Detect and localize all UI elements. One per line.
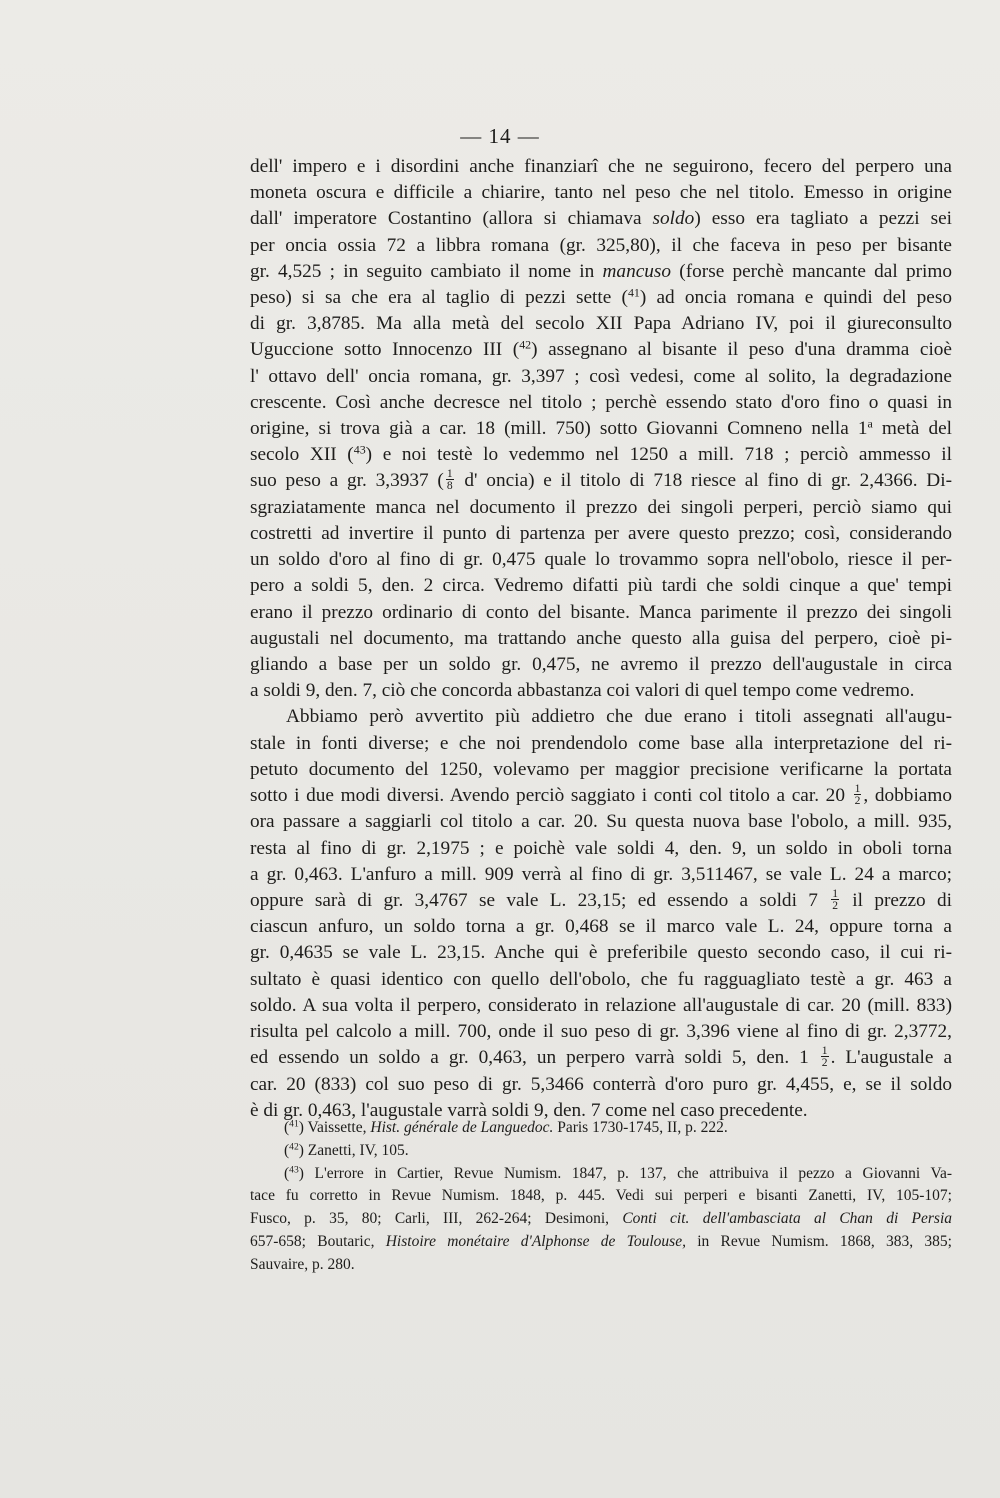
text-line: secolo XII ($^{43}$) e noi testè lo vedemmo nel 1250 a mill. 718 ; perciò ammesso il [250, 442, 952, 466]
text-line: per oncia ossia 72 a libbra romana (gr. 325,80), il che faceva in peso per bisante [250, 234, 952, 256]
footnote-line: tace fu corretto in Revue Numism. 1848, p. 445. Vedi sui perperi e bisanti Zanetti, IV, 105-107; [250, 1187, 952, 1205]
body-text [250, 154, 952, 1124]
fraction-one-half: $\frac{1}{2}$ [854, 781, 861, 807]
text-line: origine, si trova già a car. 18 (mill. 750) sotto Giovanni Comneno nella 1$^a$ metà del [250, 416, 952, 440]
page-number: — 14 — [460, 124, 540, 148]
text-line: crescente. Così anche decresce nel titolo ; perchè essendo stato d'oro fino o quasi in [250, 391, 952, 413]
text-line: dall' imperatore Costantino (allora si chiamava soldo) esso era tagliato a pezzi sei [250, 208, 952, 230]
text-line: augustali nel documento, ma trattando anche questo alla guisa del perpero, cioè pi- [250, 627, 952, 649]
footnote-ref: 43 [353, 442, 366, 457]
text-line: gliando a base per un soldo gr. 0,475, ne avremo il prezzo dell'augustale in circa [250, 653, 952, 675]
text-line: stale in fonti diverse; e che noi prendendolo come base alla interpretazione del ri- [250, 732, 952, 754]
text-line: gr. 0,4635 se vale L. 23,15. Anche qui è preferibile questo secondo caso, il cui ri- [250, 942, 952, 964]
text-line: un soldo d'oro al fino di gr. 0,475 quale lo trovammo sopra nell'obolo, riesce il per- [250, 549, 952, 571]
footnote-ref: 41 [627, 285, 640, 300]
footnote-line: Fusco, p. 35, 80; Carli, III, 262-264; Desimoni, Conti cit. dell'ambasciata al Chan di Persia [250, 1210, 953, 1228]
ordinal-superscript: a [867, 416, 873, 431]
text-line: l' ottavo dell' oncia romana, gr. 3,397 ; così vedesi, come al solito, la degradazione [250, 365, 952, 387]
footnote-42: ($^{42}$) Zanetti, IV, 105. [284, 1141, 409, 1159]
text-line: suo peso a gr. 3,3937 ( $\frac{1}{8}$ d' oncia) e il titolo di 718 riesce al fino di gr. 2,4366. Di- [250, 467, 952, 493]
text-line: resta al fino di gr. 2,1975 ; e poichè vale soldi 4, den. 9, un soldo in oboli torna [250, 837, 952, 859]
italic-term: mancuso [602, 260, 672, 282]
text-line: sotto i due modi diversi. Avendo perciò saggiato i conti col titolo a car. 20 $\frac{1}{2}$ , dobbiamo [250, 781, 953, 807]
text-line: erano il prezzo ordinario di conto del bisante. Manca parimente il prezzo dei singoli [250, 601, 952, 623]
text-line: è di gr. 0,463, l'augustale varrà soldi 9, den. 7 come nel caso precedente. [250, 1099, 808, 1121]
text-line: Abbiamo però avvertito più addietro che due erano i titoli assegnati all'augu- [286, 706, 952, 728]
italic-term: soldo [652, 208, 695, 230]
footnote-43: ($^{43}$) L'errore in Cartier, Revue Numism. 1847, p. 137, che attribuiva il pezzo a Giovanni Va- [284, 1164, 952, 1182]
footnote-41: ($^{41}$) Vaissette, Hist. générale de Languedoc. Paris 1730-1745, II, p. 222. [284, 1118, 728, 1136]
text-line: pero a soldi 5, den. 2 circa. Vedremo difatti più tardi che soldi cinque a que' tempi [250, 575, 952, 597]
text-line: sultato è quasi identico con quello dell'obolo, che fu ragguagliato testè a gr. 463 a [250, 968, 952, 990]
text-line: petuto documento del 1250, volevamo per maggior precisione verificarne la portata [250, 758, 952, 780]
text-line: Uguccione sotto Innocenzo III ($^{42}$) assegnano al bisante il peso d'una dramma cioè [250, 337, 952, 361]
text-line: soldo. A sua volta il perpero, considerato in relazione all'augustale di car. 20 (mill. 833) [250, 994, 952, 1016]
text-line: dell' impero e i disordini anche finanziarî che ne seguirono, fecero del perpero una [250, 156, 952, 177]
text-line: a gr. 0,463. L'anfuro a mill. 909 verrà al fino di gr. 3,511467, se vale L. 24 a marco; [250, 863, 952, 885]
text-line: a soldi 9, den. 7, ciò che concorda abbastanza coi valori di quel tempo come vedremo. [250, 680, 915, 702]
text-line: di gr. 3,8785. Ma alla metà del secolo XII Papa Adriano IV, poi il giureconsulto [250, 313, 952, 335]
footnotes [250, 1117, 952, 1277]
text-line: peso) si sa che era al taglio di pezzi sette ($^{41}$) ad oncia romana e quindi del peso [250, 285, 952, 309]
fraction-one-eighth: $\frac{1}{8}$ [446, 467, 453, 493]
text-line: ed essendo un soldo a gr. 0,463, un perpero varrà soldi 5, den. 1 $\frac{1}{2}$ . L'augustale a [250, 1044, 953, 1070]
text-line: moneta oscura e difficile a chiarire, tanto nel peso che nel titolo. Emesso in origine [250, 182, 952, 204]
text-line: gr. 4,525 ; in seguito cambiato il nome in mancuso (forse perchè mancante dal primo [250, 260, 953, 282]
fraction-one-half: $\frac{1}{2}$ [821, 1044, 828, 1070]
text-line: oppure sarà di gr. 3,4767 se vale L. 23,15; ed essendo a soldi 7 $\frac{1}{2}$ il prezzo di [250, 886, 952, 912]
text-line: sgraziatamente manca nel documento il prezzo dei singoli perperi, perciò siamo qui [250, 496, 952, 518]
text-line: car. 20 (833) col suo peso di gr. 5,3466 conterrà d'oro puro gr. 4,455, e, se il soldo [250, 1073, 952, 1095]
footnote-line: Sauvaire, p. 280. [250, 1255, 355, 1273]
text-line: ciascun anfuro, un soldo torna a gr. 0,468 se il marco vale L. 24, oppure torna a [250, 916, 952, 938]
text-line: risulta pel calcolo a mill. 700, onde il suo peso di gr. 3,396 viene al fino di gr. 2,3772, [250, 1021, 952, 1043]
footnote-ref: 42 [519, 337, 532, 352]
fraction-one-half: $\frac{1}{2}$ [832, 886, 838, 912]
text-line: costretti ad invertire il punto di partenza per avere questo prezzo; così, considerando [250, 522, 952, 544]
footnote-line: 657-658; Boutaric, Histoire monétaire d'Alphonse de Toulouse, in Revue Numism. 1868, 383, 385; [250, 1232, 952, 1250]
text-line: ora passare a saggiarli col titolo a car. 20. Su questa nuova base l'obolo, a mill. 935, [250, 811, 952, 833]
